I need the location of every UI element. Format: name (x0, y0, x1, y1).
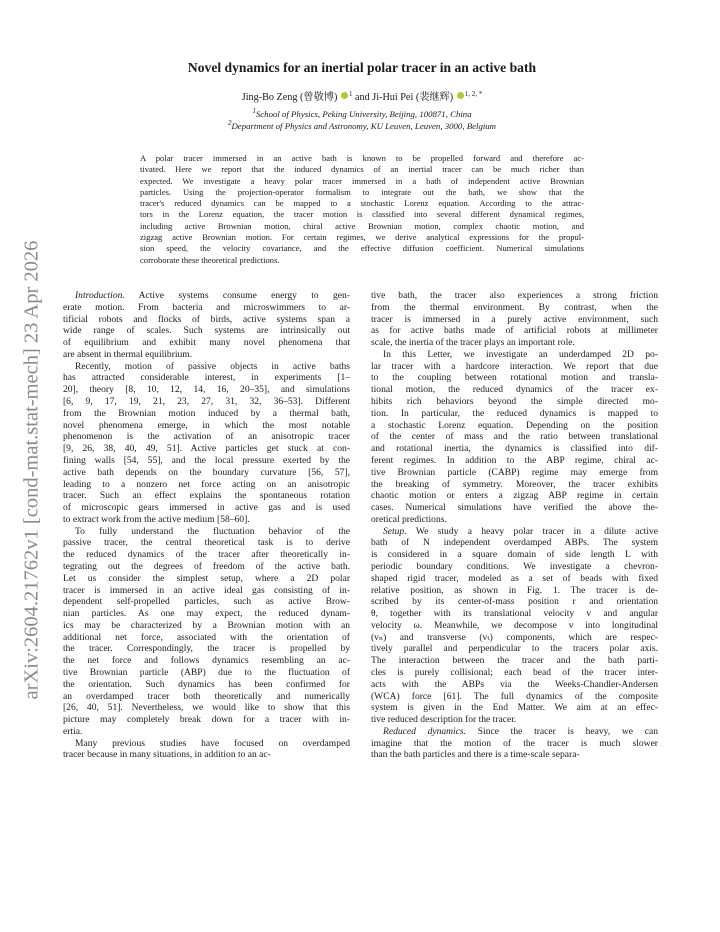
author-affiliation-mark: 1, 2, * (464, 90, 483, 98)
body-line: [6, 9, 17, 19, 21, 23, 27, 31, 32, 36–53]. Different (63, 396, 350, 408)
body-line: tive reduced description for the tracer. (371, 714, 517, 726)
author-separator: and (354, 92, 370, 103)
body-line: of equilibrium and exhibit many novel phenomena that (63, 337, 350, 349)
body-line: to the coupling between rotational motion and transla- (371, 372, 658, 384)
body-line: tively parallel and perpendicular to the tracers polar axis. (371, 643, 658, 655)
paper-header (70, 58, 654, 132)
body-line: system is given in the End Matter. We aim at an effec- (371, 702, 658, 714)
right-column (371, 290, 658, 761)
abstract-line: zigzag active Brownian motion. For certain regimes, we derive analytical expressions for the propul- (140, 232, 584, 243)
body-line: In this Letter, we investigate an underdamped 2D po- (383, 348, 658, 360)
abstract-line: A polar tracer immersed in an active bath is known to be propelled forward and therefore ac- (140, 153, 584, 163)
arxiv-sidebar-stamp (14, 150, 50, 790)
body-line: scale, the inertia of the tracer plays an important role. (371, 337, 575, 349)
body-line: To fully understand the fluctuation behavior of the (75, 525, 350, 537)
body-line: additional net force, associated with the orientation of (63, 631, 350, 643)
body-line: Many previous studies have focused on overdamped (75, 737, 350, 749)
abstract-line: particles. Using the projection-operator formalism to integrate out the bath, we show that the (140, 186, 584, 197)
orcid-icon[interactable] (341, 92, 348, 99)
body-line: phenomenon is the activation of an anisotropic tracer (63, 431, 350, 443)
body-line: than the bath particles and there is a time-scale separa- (371, 749, 580, 761)
body-line: θ, together with its translational velocity v and angular (371, 608, 658, 620)
body-line (371, 526, 658, 538)
abstract-line: tracer's reduced dynamics can be mapped to a stochastic Lorenz equation. According to the attrac- (140, 198, 584, 209)
body-line: acts with the ABPs via the Weeks-Chandler-Andersen (371, 678, 658, 690)
body-line: tive Brownian particle (CABP) regime may emerge from (371, 466, 658, 478)
body-line: ics may be characterized by a Brownian motion with an (63, 619, 350, 631)
body-line: tracer because in many situations, in addition to an ac- (63, 749, 271, 761)
body-line: oretical predictions. (371, 513, 447, 525)
body-paragraph (63, 738, 350, 762)
body-line: tive Brownian particle (ABP) due to the fluctuation of (63, 667, 350, 678)
body-line: active bath depends on the boundary curvature [56, 57], (63, 466, 350, 478)
affiliation-2 (70, 120, 654, 132)
body-paragraph (371, 290, 658, 349)
body-line-text: We study a heavy polar tracer in a dilute active (406, 525, 658, 537)
body-line: tional motion, the reduced dynamics of the tracer ex- (371, 384, 658, 396)
body-line: cles is purely collisional; each bead of the tracer inter- (371, 667, 658, 678)
body-line: is considered in a square domain of side length L with (371, 549, 658, 561)
affiliation-1 (70, 108, 654, 120)
body-line: from the Brownian motion induced by a thermal bath, (63, 407, 350, 419)
abstract-line: expected. We investigate a heavy polar tracer immersed in a bath of independent active Brownian (140, 175, 584, 186)
body-line: erate motion. From bacteria and microswimmers to ar- (63, 301, 350, 313)
body-line: (vₙ) and transverse (vₜ) components, which are respec- (371, 631, 658, 643)
body-line: cases. Numerical simulations have verified the above the- (371, 502, 658, 514)
body-line: The interaction between the tracer and the bath parti- (371, 655, 658, 667)
body-line: tracer is immersed in a purely active environment, such (371, 313, 658, 325)
body-line: to extract work from the active medium [58–60]. (63, 513, 250, 525)
left-column (63, 290, 350, 761)
body-line: tificial robots and flocks of birds, active systems span a (63, 313, 350, 325)
body-line: scribed by its center-of-mass position r and orientation (371, 596, 658, 608)
body-paragraph (371, 349, 658, 526)
paragraph-heading: Setup. (383, 525, 407, 537)
body-line: relative position, as shown in Fig. 1. The tracer is de- (371, 584, 658, 596)
body-line: has attracted considerable interest, in experiments [1– (63, 372, 350, 384)
body-line: 20], theory [8, 10, 12, 14, 16, 20–35], and simulations (63, 384, 350, 396)
body-line: hibits rich behaviors beyond the simple directed mo- (371, 396, 658, 408)
abstract-line: including active Brownian motion, chiral active Brownian motion, complex chaotic motion, and (140, 220, 584, 231)
body-line: are absent in thermal equilibrium. (63, 348, 193, 360)
body-line: periodic boundary conditions. We investigate a chevron- (371, 560, 658, 572)
author-list (70, 91, 654, 105)
body-paragraph (63, 526, 350, 738)
body-paragraph (63, 361, 350, 526)
body-line: shaped rigid tracer, modeled as a set of beads with fixed (371, 572, 658, 584)
body-line: tegrating out the degrees of freedom of the active bath. (63, 560, 350, 572)
orcid-icon[interactable] (457, 92, 464, 99)
body-line: leading to a nonzero net force acting on an anisotropic (63, 478, 350, 490)
body-line: the breaking of symmetry. Moreover, the tracer exhibits (371, 478, 658, 490)
body-paragraph (63, 290, 350, 361)
arxiv-identifier: arXiv:2604.21762v1 [cond-mat.stat-mech] 23 Apr 2026 (20, 240, 43, 700)
body-line: chaotic motion or enters a zigzag ABP regime in certain (371, 490, 658, 502)
body-line: of the center of mass and the ratio between translational (371, 431, 658, 443)
body-line: bath of N independent overdamped ABPs. The system (371, 537, 658, 549)
body-line: velocity ω. Meanwhile, we decompose v into longitudinal (371, 619, 658, 631)
abstract-line: tors in the Lorenz equation, the tracer motion is classified into several different dynamical regimes, (140, 209, 584, 220)
author-name: Ji-Hui Pei (裴继辉) (372, 92, 454, 103)
body-line: ertia. (63, 725, 83, 737)
body-line: picture may completely break down for a tracer with in- (63, 714, 350, 726)
body-line: and rotational inertia, the dynamics is classified into dif- (371, 443, 658, 455)
body-line: dependent self-propelled particles, such as active Brow- (63, 596, 350, 608)
affiliation-text: School of Physics, Peking University, Beijing, 100871, China (255, 109, 472, 119)
body-line: fining walls [54, 55], and the local pressure exerted by the (63, 454, 350, 466)
body-line: as for active baths made of artificial robots at millimeter (371, 325, 658, 337)
affiliation-mark: 2 (227, 119, 232, 127)
body-line: tracer is immersed in an active ideal gas consisting of in- (63, 584, 350, 596)
body-line: Let us consider the simplest setup, where a 2D polar (63, 572, 350, 584)
body-line: [26, 40, 51]. Nevertheless, we would like to show that this (63, 702, 350, 714)
author-name: Jing-Bo Zeng (曾敬博) (241, 92, 338, 103)
paragraph-heading: Introduction. (75, 290, 125, 301)
body-line: imagine that the motion of the tracer is much slower (371, 737, 658, 749)
body-line: of microscopic gears immersed in active gas and is used (63, 502, 350, 514)
affiliation-text: Department of Physics and Astronomy, KU Leuven, Leuven, 3000, Belgium (231, 121, 497, 131)
body-line: the tracer. Correspondingly, the tracer is propelled by (63, 643, 350, 655)
body-line: the orientation. Such dynamics has been confirmed for (63, 678, 350, 690)
body-line: wide range of scales. Such systems are intrinsically out (63, 325, 350, 337)
body-line: tive bath, the tracer also experiences a strong friction (371, 290, 658, 301)
body-line: the net force and follows dynamics resembling an ac- (63, 655, 350, 667)
body-line: from the thermal environment. By contrast, when the (371, 301, 658, 313)
body-paragraph (371, 726, 658, 761)
body-line: (WCA) force [61]. The full dynamics of the composite (371, 690, 658, 702)
body-line: tracer. Such an effect explains the spontaneous rotation (63, 490, 350, 502)
body-line: Recently, motion of passive objects in active baths (75, 360, 350, 372)
paper-title: Novel dynamics for an inertial polar tracer in an active bath (187, 60, 537, 75)
body-line-text: Active systems consume energy to gen- (124, 290, 350, 301)
body-line: tion. In particular, the reduced dynamics is mapped to (371, 407, 658, 419)
body-line: nian particles. As one may expect, the reduced dynam- (63, 608, 350, 620)
body-line: novel phenomena emerge, in which the most notable (63, 419, 350, 431)
affiliation-mark: 1 (252, 107, 256, 115)
body-line: passive tracer, the central theoretical task is to derive (63, 537, 350, 549)
body-line: the reduced dynamics of the tracer after theoretically in- (63, 549, 350, 561)
body-line (371, 726, 658, 738)
body-line: lar tracer with a hardcore interaction. We report that due (371, 360, 658, 372)
abstract-line: tivated. Here we report that the induced dynamics of an inertial tracer can be much richer than (140, 164, 584, 175)
body-line: a stochastic Lorenz equation. Depending on the position (371, 419, 658, 431)
body-line: ferent regimes. In addition to the ABP regime, chiral ac- (371, 454, 658, 466)
abstract-line: sion speed, the velocity covariance, and the effective diffusion coefficient. Numerical simulations (140, 243, 584, 254)
author-affiliation-mark: 1 (348, 90, 353, 98)
body-line: an overdamped tracer both theoretically and numerically (63, 690, 350, 702)
body-paragraph (371, 526, 658, 726)
body-line (63, 290, 350, 302)
paragraph-heading: Reduced dynamics. (383, 725, 467, 737)
abstract (140, 153, 584, 266)
body-line: [9, 26, 38, 40, 49, 51]. Active particles get stuck at con- (63, 443, 350, 455)
body-line-text: Since the tracer is heavy, we can (466, 725, 658, 737)
abstract-line: corroborate these theoretical predictions. (140, 254, 280, 265)
